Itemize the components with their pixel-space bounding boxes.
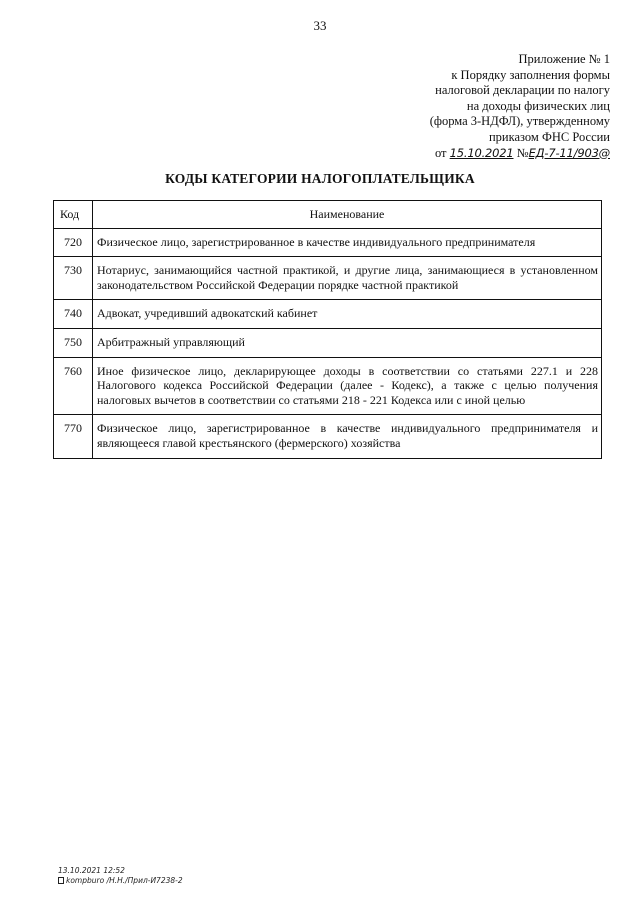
footer-timestamp: 13.10.2021 12:52 [58, 866, 125, 875]
row-code: 740 [54, 300, 93, 329]
row-code: 760 [54, 357, 93, 415]
page-number: 33 [313, 18, 327, 33]
row-code: 750 [54, 328, 93, 357]
row-name: Адвокат, учредивший адвокатский кабинет [93, 300, 602, 329]
row-name: Нотариус, занимающийся частной практикой, и другие лица, занимающиеся в установленном законодательством Российской Федерации порядке частной практикой [93, 257, 602, 300]
row-name: Иное физическое лицо, декларирующее доходы в соответствии со статьями 227.1 и 228 Налогового кодекса Российской Федерации (далее - Кодекс), а также с целью получения налоговых вычетов в соответствии со статьями 218 - 221 Кодекса или с иной целью [93, 357, 602, 415]
table-row [54, 300, 602, 329]
row-code: 720 [54, 228, 93, 257]
appendix-line: налоговой декларации по налогу [435, 83, 610, 98]
table-row [54, 328, 602, 357]
footer-file-ref-line [58, 876, 183, 886]
appendix-line: Приложение № 1 [518, 52, 610, 66]
order-prefix: от [434, 145, 447, 160]
table-row [54, 257, 602, 300]
print-footer [58, 866, 183, 886]
footer-file-ref: kompburo /Н.Н./Прил-И7238-2 [66, 876, 183, 885]
document-icon [58, 877, 64, 884]
row-code: 770 [54, 415, 93, 458]
order-reference [430, 146, 610, 162]
order-number: ЕД-7-11/903@ [528, 145, 610, 160]
appendix-header [430, 52, 610, 161]
appendix-line: на доходы физических лиц [466, 98, 610, 113]
table-row [54, 357, 602, 415]
row-name: Арбитражный управляющий [93, 328, 602, 357]
row-code: 730 [54, 257, 93, 300]
row-name: Физическое лицо, зарегистрированное в качестве индивидуального предпринимателя и являющееся главой крестьянского (фермерского) хозяйства [93, 415, 602, 458]
order-date: 15.10.2021 [449, 145, 514, 160]
table-header-row [54, 201, 602, 229]
appendix-line: (форма 3-НДФЛ), утвержденному [429, 114, 610, 129]
document-title: КОДЫ КАТЕГОРИИ НАЛОГОПЛАТЕЛЬЩИКА [165, 171, 475, 186]
taxpayer-category-table [53, 200, 602, 459]
row-name: Физическое лицо, зарегистрированное в качестве индивидуального предпринимателя [93, 228, 602, 257]
table-row [54, 415, 602, 458]
appendix-line: приказом ФНС России [488, 129, 610, 144]
column-header-code: Код [54, 201, 93, 229]
table-row [54, 228, 602, 257]
appendix-line: к Порядку заполнения формы [451, 67, 610, 82]
column-header-name: Наименование [93, 201, 602, 229]
order-number-prefix: № [516, 145, 529, 160]
